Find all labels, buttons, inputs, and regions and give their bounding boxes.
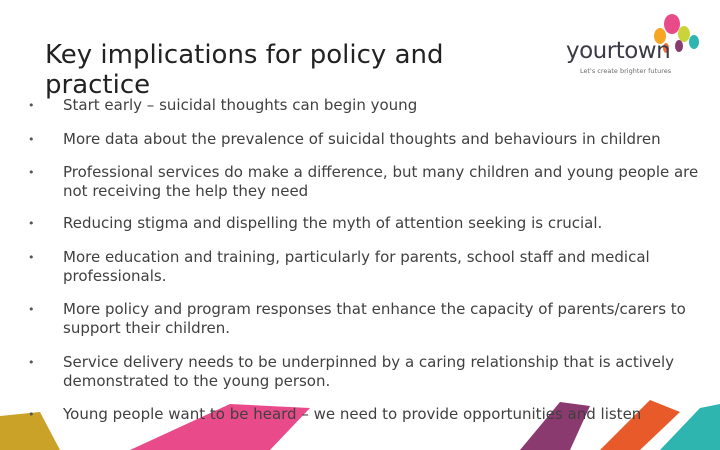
bullet-dot: • [28,408,35,421]
logo-wordmark: yourtown [566,38,671,64]
slide-title: Key implications for policy and practice [45,40,444,100]
bullet-dot: • [28,99,35,112]
bullet-dot: • [28,303,35,316]
bullet-text: Service delivery needs to be underpinned by a caring relationship that is actively demonstrated to the young person. [63,353,675,390]
bullet-dot: • [28,217,35,230]
bullet-dot: • [28,356,35,369]
bullet-dot: • [28,133,35,146]
bullet-dot: • [28,251,35,264]
bullet-text: More data about the prevalence of suicidal thoughts and behaviours in children [63,130,661,148]
bullet-text: More education and training, particularly for parents, school staff and medical professionals. [63,248,650,285]
bullet-text: Young people want to be heard – we need to provide opportunities and listen [63,405,642,423]
bullet-text: Professional services do make a difference, but many children and young people are not receiving the help they need [63,163,699,200]
bullet-text: Start early – suicidal thoughts can begin young [63,96,418,114]
bullet-text: More policy and program responses that enhance the capacity of parents/carers to support their children. [63,300,686,337]
logo-tagline: Let's create brighter futures [580,67,672,75]
bullet-text: Reducing stigma and dispelling the myth of attention seeking is crucial. [63,214,603,232]
bullet-dot: • [28,166,35,179]
